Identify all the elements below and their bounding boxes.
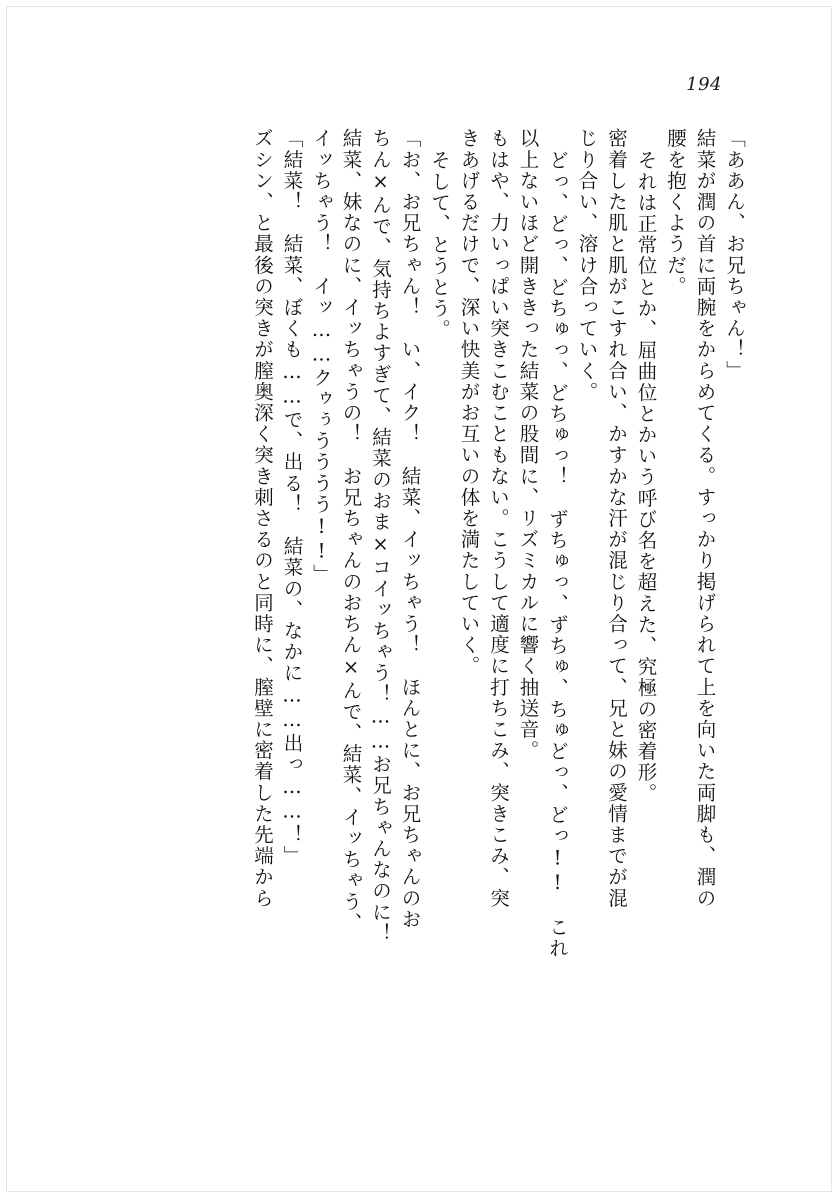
text-line: もはや、力いっぱい突きこむこともない。こうして適度に打ちこみ、突きこみ、突 <box>487 128 510 909</box>
text-line: 「お、お兄ちゃん！ い、イク！ 結菜、イッちゃう！ ほんとに、お兄ちゃんのお <box>398 128 422 930</box>
text-line: 以上ないほど開ききった結菜の股間に、リズミカルに響く抽送音。 <box>516 128 540 761</box>
text-line: ちん×んで、気持ちよすぎて、結菜のおま×コイッちゃう！……お兄ちゃんなのに！ <box>369 128 392 944</box>
text-line: どっ、どっ、どちゅっ、どちゅっ！ ずちゅっ、ずちゅ、ちゅどっ、どっ!! これ <box>546 150 569 959</box>
text-line: じり合い、溶け合っていく。 <box>575 128 599 403</box>
text-line: 密着した肌と肌がこすれ合い、かすかな汗が混じり合って、兄と妹の愛情までが混 <box>605 128 628 909</box>
vertical-text-body <box>104 128 744 1088</box>
text-line: そして、とうとう。 <box>428 150 451 340</box>
text-line: 結菜が潤の首に両腕をからめてくる。すっかり掲げられて上を向いた両脚も、潤の <box>693 128 717 909</box>
text-line: 結菜、妹なのに、イッちゃうの！ お兄ちゃんのおちん×んで、結菜、イッちゃう、 <box>339 128 363 934</box>
text-line: きあげるだけで、深い快美がお互いの体を満たしていく。 <box>457 128 481 677</box>
text-line: ズシン、と最後の突きが膣奥深く突き刺さるのと同時に、膣壁に密着した先端から <box>251 128 274 909</box>
text-line: イッちゃう！ イッ……クゥぅうううう!!」 <box>310 128 333 586</box>
text-line: 「ああん、お兄ちゃん！」 <box>723 128 746 382</box>
text-line: それは正常位とか、屈曲位とかいう呼び名を超えた、究極の密着形。 <box>634 150 658 805</box>
text-line: 「結菜！ 結菜、ぼくも……で、出る！ 結菜の、なかに……出っ……！」 <box>280 128 304 867</box>
page-number: 194 <box>686 74 722 95</box>
text-line: 腰を抱くようだ。 <box>664 128 687 297</box>
